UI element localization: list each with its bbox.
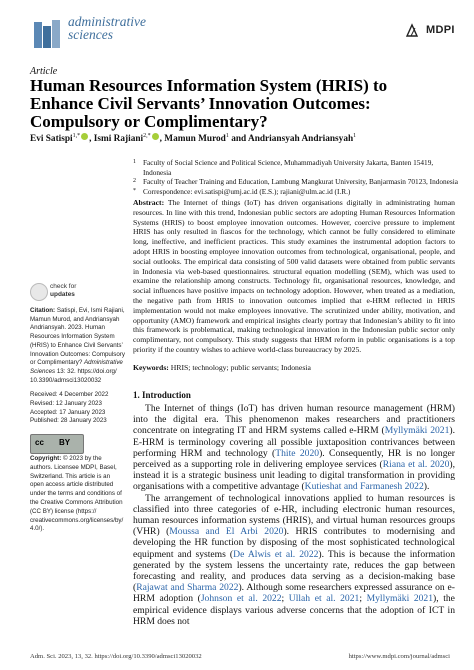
abstract-text: The Internet of things (IoT) has driven organisations digitally in administrating human resources. In line with this trend, Indonesian public sectors are adopting Human Resources Information Systems (HRIS) to boost employee innovation outcomes. However, coercive pressure to implement HRIS has only resulted in fiascos for the technology, which cannot be fully considered to eliminate long, ineffective, and inefficient practices. This study examines the instrumental adoption factors to adopt HRIS in boosting employee innovation outcomes from technological, organisational, people, and social outlooks. The empirical data consisting of 500 valid datasets were obtained from public servants in Indonesia via web-based questionnaires. structural equation modelling (SEM), which was used to examine the relationship among constructs. Technology fit, organisational resources, knowledge, and social influences have positive impacts on technology adoption. However, when treated as a mediation, the negative path from HRIS to innovation outcomes implied that e-HRM reflected in HRIS implementation would not make employees innovative. The scrutinized under ability, motivation, and opportunity (AMO) framework and empirical insights clearly portray that Indonesian’s ability to fit into this framework is problematical, making technological innovation in the Indonesian public sector only complimentary, not compulsory. This study suggests that HRM reform in public organisations is a top priority if the country wishes to achieve world-class bureaucracy by 2025. [133, 198, 455, 354]
citation-link[interactable]: De Alwis et al. 2022 [233, 548, 319, 560]
by-icon: BY [59, 438, 71, 447]
citation-block: Citation: Satispi, Evi, Ismi Rajiani, Mamun Murod, and Andriansyah Andriansyah. 2023. Human Resources Information System (HRIS) to Enhance Civil Servants’ Innovation Outcomes: Compulsory or Complimentary? Administrative Sciences 13: 32. https://doi.org/ 10.3390/admsci13020032 Received: 4 December 2022 Revised: 12 January 2023 Accepted: 17 January 2023 Published: 28 January 2023 [30, 307, 125, 425]
page-footer [30, 653, 450, 660]
orcid-icon[interactable] [81, 133, 88, 140]
copyright-notice: Copyright: © 2023 by the authors. Licensee MDPI, Basel, Switzerland. This article is an open access article distributed under the terms and conditions of the Creative Commons Attribution (CC BY) license (https:// creativecommons.org/licenses/by/ 4.0/). [30, 455, 124, 533]
author-name: Evi Satispi [30, 134, 73, 145]
citation-link[interactable]: Johnson et al. 2022 [200, 593, 282, 605]
author-name: Mamun Murod [164, 134, 226, 145]
citation-link[interactable]: Moussa and El Arbi 2020 [169, 526, 284, 538]
date-received: Received: 4 December 2022 [30, 391, 109, 399]
check-for-updates-button[interactable]: check for updates [30, 283, 108, 301]
keywords: Keywords: HRIS; technology; public servants; Indonesia [133, 363, 311, 372]
paragraph: The Internet of things (IoT) has driven human resource management (HRM) into the digital era. This phenomenon makes researchers and practitioners concentrate on integrating IT and HRM systems called e-HRM (Myllymäki 2021). E-HRM is terminology covering all possible juxtaposition contrivances between performing HRM and technology (Thite 2020). Consequently, HR is no longer perceived as a supporting role in delivering employee services (Riana et al. 2020), instead it is a strategic business unit leading to digital transformation in providing organisations with a competitive advantage (Kutieshat and Farmanesh 2022). [133, 403, 455, 493]
footer-journal-url[interactable]: https://www.mdpi.com/journal/admsci [348, 653, 450, 660]
citation-link[interactable]: Myllymäki 2021 [366, 593, 434, 605]
article-type: Article [30, 66, 58, 77]
citation-link[interactable]: Rajawat and Sharma 2022 [136, 582, 239, 594]
article-title: Human Resources Information System (HRIS) to Enhance Civil Servants’ Innovation Outcomes: Compulsory or Complimentary? [30, 76, 388, 131]
paragraph: The arrangement of technological innovations applied to human resources is classified into three categories of e-HR, including electronic human resources, human resources information systems (HRIS), and virtual human resources groups (VHR) (Moussa and El Arbi 2020). HRIS contributes to modernising and developing the HR function by disposing of the most sophisticated technological equipment and systems (De Alwis et al. 2022). This is because the information generated by the system lessens the uncertainty rate, reduces the gap between forecasting and reality, and produces data serving as a decision-making base (Rajawat and Sharma 2022). Although some researchers expressed assurance on e-HRM adoption (Johnson et al. 2022; Ullah et al. 2021; Myllymäki 2021), the empirical evidence displays various adverse concerns that the adoption of ICT in HRM does not [133, 492, 456, 627]
cc-license-badge[interactable] [30, 434, 84, 454]
abstract-label: Abstract: [133, 198, 165, 207]
citation-link[interactable]: Ullah et al. 2021 [288, 593, 360, 605]
correspondence: * Correspondence: evi.satispi@umj.ac.id (E.S.); rajiani@ulm.ac.id (I.R.) [133, 186, 351, 196]
date-accepted: Accepted: 17 January 2023 [30, 408, 106, 416]
journal-logo-icon [30, 18, 64, 52]
citation-link[interactable]: Kutieshat and Farmanesh 2022 [304, 481, 424, 493]
introduction-body [133, 403, 455, 627]
citation-link[interactable]: Thite 2020 [275, 447, 320, 459]
affiliation-item: 1 Faculty of Social Science and Political Science, Muhammadiyah University Jakarta, Banten 15419, Indonesia [133, 158, 434, 177]
citation-link[interactable]: Myllymäki 2021 [384, 425, 450, 437]
date-published: Published: 28 January 2023 [30, 417, 107, 425]
orcid-icon[interactable] [152, 133, 159, 140]
author-name: Ismi Rajiani [93, 134, 144, 145]
abstract [133, 198, 455, 355]
cc-icon: cc [35, 438, 44, 447]
author-list: Evi Satispi$^{1,*}$ , Ismi Rajiani$^{2,*}$ , Mamun Murod$^1$ and Andriansyah Andriansyah$^1$ [30, 133, 357, 145]
check-updates-icon [30, 283, 48, 301]
author-name: and Andriansyah Andriansyah [231, 134, 354, 145]
citation-link[interactable]: Riana et al. 2020 [382, 459, 450, 471]
footer-citation: Adm. Sci. 2023, 13, 32. https://doi.org/10.3390/admsci13020032 [30, 653, 202, 660]
publisher-name: MDPI [426, 24, 455, 36]
section-heading: 1. Introduction [133, 390, 191, 400]
date-revised: Revised: 12 January 2023 [30, 400, 102, 408]
journal-name: administrative sciences [68, 14, 146, 42]
affiliations [133, 158, 463, 196]
affiliation-item: 2 Faculty of Teacher Training and Education, Lambung Mangkurat University, Banjarmasin 70123, Indonesia [133, 177, 459, 186]
